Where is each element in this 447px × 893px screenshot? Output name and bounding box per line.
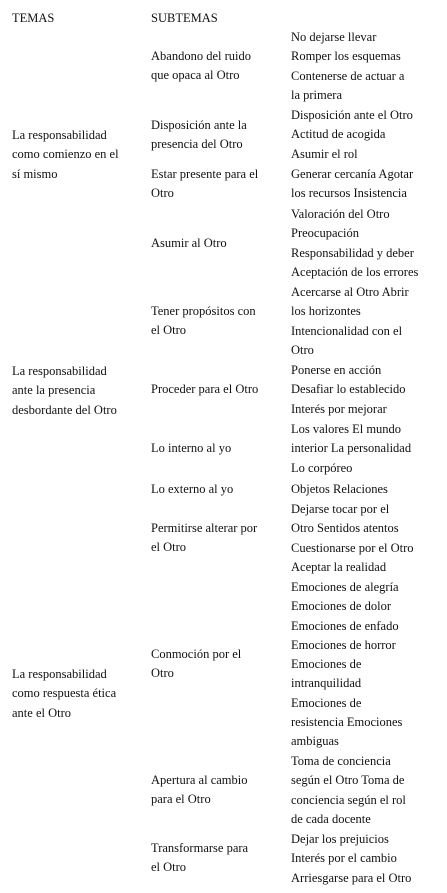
subtema-cell [151, 645, 281, 684]
detalle-line: Acercarse al Otro Abrir [291, 285, 409, 299]
subtema-line: el Otro [151, 540, 187, 555]
detalle-cell [291, 205, 441, 282]
detalle-line: Intencionalidad con el [291, 323, 403, 338]
detalle-line: Emociones de alegría [291, 580, 399, 594]
tema-line: como respuesta ética [12, 686, 117, 701]
subtema-cell [151, 771, 281, 810]
detalle-cell [291, 480, 441, 499]
detalle-cell [291, 578, 441, 752]
subtema-line: Estar presente para el [151, 167, 259, 181]
subtema-line: Transformarse para [151, 841, 249, 855]
subtema-line: presencia del Otro [151, 137, 243, 152]
tema-line: como comienzo en el [12, 147, 119, 162]
header-subtemas: SUBTEMAS [151, 11, 218, 25]
detalle-line: Contenerse de actuar a [291, 68, 405, 83]
detalle-line: Desafiar lo establecido [291, 382, 406, 397]
detalle-line: Ponerse en acción [291, 363, 382, 377]
detalle-line: Dejar los prejuicios [291, 832, 389, 846]
tema-line: sí mismo [12, 166, 58, 181]
detalle-line: Responsabilidad y deber [291, 245, 414, 260]
detalle-line: Romper los esquemas [291, 49, 401, 64]
detalle-line: No dejarse llevar [291, 30, 377, 44]
detalle-line: Objetos Relaciones [291, 482, 388, 496]
subtema-line: Abandono del ruido [151, 49, 251, 63]
detalle-line: Disposición ante el Otro [291, 108, 413, 122]
detalle-cell [291, 165, 441, 204]
subtema-line: Apertura al cambio [151, 773, 248, 787]
detalle-line: los horizontes [291, 304, 361, 319]
detalle-line: Dejarse tocar por el [291, 502, 390, 516]
subtema-cell [151, 116, 281, 155]
subtema-cell [151, 234, 281, 253]
detalle-line: Interés por el cambio [291, 851, 397, 866]
detalle-cell [291, 283, 441, 360]
detalle-line: Toma de conciencia [291, 754, 391, 768]
detalle-line: Generar cercanía Agotar [291, 167, 414, 181]
subtema-line: Lo externo al yo [151, 482, 234, 496]
detalle-line: Valoración del Otro [291, 207, 390, 221]
detalle-cell [291, 420, 441, 478]
detalle-line: resistencia Emociones [291, 715, 403, 730]
detalle-line: conciencia según el rol [291, 792, 406, 807]
subtema-cell [151, 439, 281, 458]
subtema-line: Disposición ante la [151, 118, 247, 132]
detalle-line: Otro [291, 342, 314, 357]
subtema-line: Otro [151, 186, 174, 201]
tema-line: La responsabilidad [12, 364, 107, 378]
tema-line: ante la presencia [12, 383, 96, 398]
subtema-cell [151, 302, 281, 341]
detalle-line: Otro Sentidos atentos [291, 521, 399, 536]
detalle-line: según el Otro Toma de [291, 773, 405, 788]
detalle-line: Lo corpóreo [291, 460, 353, 475]
subtema-line: el Otro [151, 323, 187, 338]
tema-line: La responsabilidad [12, 128, 107, 142]
detalle-line: la primera [291, 87, 343, 102]
detalle-line: de cada docente [291, 811, 371, 826]
detalle-cell [291, 106, 441, 164]
detalle-cell [291, 752, 441, 829]
subtema-cell [151, 380, 281, 399]
detalle-line: Aceptar la realidad [291, 559, 387, 574]
detalle-line: Los valores El mundo [291, 422, 402, 436]
subtema-line: Tener propósitos con [151, 304, 256, 318]
tema-cell-1 [12, 126, 140, 184]
subtema-cell [151, 47, 281, 86]
subtema-line: Proceder para el Otro [151, 382, 259, 396]
subtema-line: para el Otro [151, 792, 211, 807]
detalle-line: Arriesgarse para el Otro [291, 870, 412, 885]
subtema-cell [151, 519, 281, 558]
detalle-line: Asumir el rol [291, 146, 358, 161]
detalle-cell [291, 500, 441, 577]
subtema-cell [151, 480, 281, 499]
detalle-line: Aceptación de los errores [291, 264, 419, 279]
detalle-line: Emociones de horror [291, 637, 396, 652]
detalle-line: Preocupación [291, 226, 360, 241]
header-temas: TEMAS [12, 11, 55, 25]
subtema-line: Lo interno al yo [151, 441, 232, 455]
detalle-line: Cuestionarse por el Otro [291, 540, 414, 555]
detalle-line: interior La personalidad [291, 441, 412, 456]
tema-line: ante el Otro [12, 705, 72, 720]
detalle-line: Interés por mejorar [291, 401, 387, 416]
detalle-cell [291, 830, 441, 888]
detalle-line: Emociones de enfado [291, 618, 399, 633]
subtema-line: Asumir al Otro [151, 236, 227, 250]
subtema-cell [151, 839, 281, 878]
detalle-line: intranquilidad [291, 676, 362, 691]
subtema-line: Permitirse alterar por [151, 521, 258, 535]
subtema-line: Conmoción por el [151, 647, 242, 661]
subtema-cell [151, 165, 281, 204]
detalle-line: Emociones de dolor [291, 599, 391, 614]
detalle-line: Actitud de acogida [291, 127, 386, 142]
tema-line: desbordante del Otro [12, 402, 117, 417]
subtema-line: que opaca al Otro [151, 68, 240, 83]
detalle-line: Emociones de [291, 657, 362, 672]
detalle-cell [291, 361, 441, 419]
detalle-line: ambiguas [291, 734, 339, 749]
detalle-line: Emociones de [291, 695, 362, 710]
detalle-cell [291, 28, 441, 105]
tema-cell-3 [12, 665, 140, 723]
tema-cell-2 [12, 362, 140, 420]
detalle-line: los recursos Insistencia [291, 186, 407, 201]
tema-line: La responsabilidad [12, 667, 107, 681]
subtema-line: el Otro [151, 860, 187, 875]
subtema-line: Otro [151, 666, 174, 681]
